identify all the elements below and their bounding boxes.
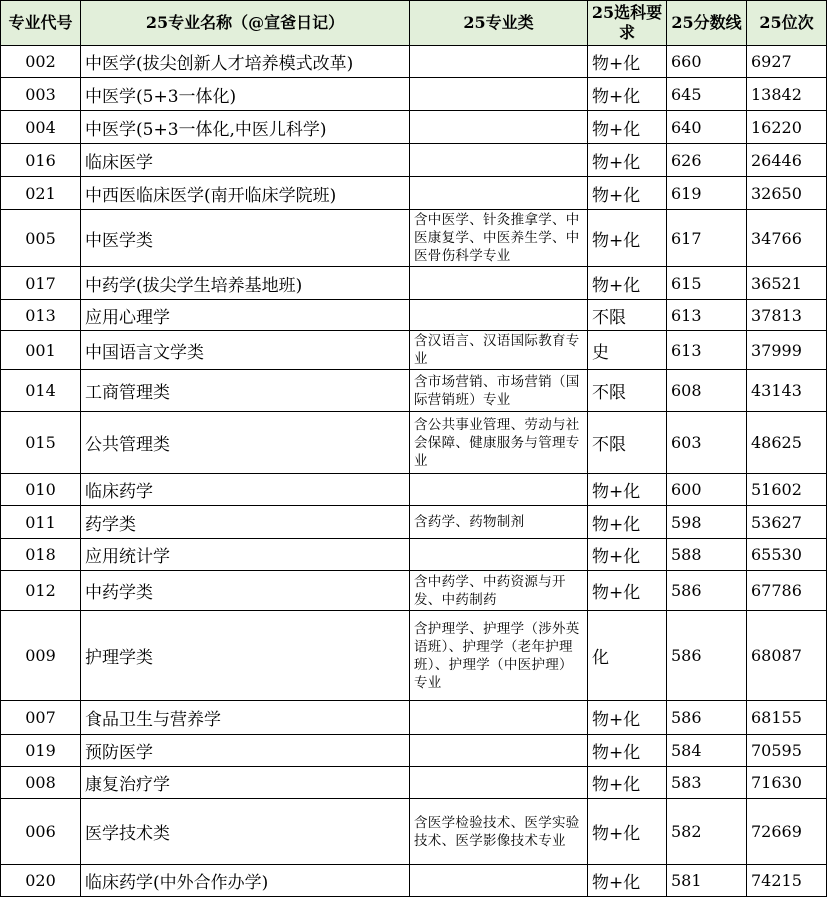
cell-name: 护理学类: [81, 611, 410, 701]
cell-name: 中西医临床医学(南开临床学院班): [81, 177, 410, 210]
cell-name: 中国语言文学类: [81, 331, 410, 370]
cell-score: 608: [667, 370, 747, 412]
cell-category: [410, 177, 588, 210]
cell-requirement: 物+化: [588, 177, 667, 210]
cell-requirement: 物+化: [588, 267, 667, 300]
cell-name: 中医学(5+3一体化,中医儿科学): [81, 111, 410, 144]
cell-category: 含市场营销、市场营销（国际营销班）专业: [410, 370, 588, 412]
cell-category: [410, 474, 588, 506]
header-score: 25分数线: [667, 1, 747, 46]
cell-rank: 74215: [747, 865, 827, 897]
cell-requirement: 物+化: [588, 865, 667, 897]
cell-score: 626: [667, 144, 747, 177]
cell-requirement: 物+化: [588, 735, 667, 767]
cell-rank: 13842: [747, 78, 827, 111]
table-row: [1, 506, 827, 539]
cell-rank: 51602: [747, 474, 827, 506]
cell-rank: 37999: [747, 331, 827, 370]
cell-score: 582: [667, 799, 747, 865]
cell-name: 预防医学: [81, 735, 410, 767]
cell-name: 中医学(拔尖创新人才培养模式改革): [81, 46, 410, 78]
table-row: [1, 571, 827, 611]
cell-score: 586: [667, 701, 747, 735]
cell-code: 005: [1, 210, 81, 267]
cell-rank: 68087: [747, 611, 827, 701]
header-category: 25专业类: [410, 1, 588, 46]
cell-category: [410, 111, 588, 144]
cell-category: 含公共事业管理、劳动与社会保障、健康服务与管理专业: [410, 412, 588, 474]
cell-requirement: 物+化: [588, 701, 667, 735]
cell-requirement: 物+化: [588, 111, 667, 144]
cell-name: 应用统计学: [81, 539, 410, 571]
cell-code: 003: [1, 78, 81, 111]
cell-code: 020: [1, 865, 81, 897]
cell-requirement: 物+化: [588, 46, 667, 78]
cell-name: 药学类: [81, 506, 410, 539]
cell-category: 含汉语言、汉语国际教育专业: [410, 331, 588, 370]
cell-name: 应用心理学: [81, 300, 410, 331]
cell-score: 586: [667, 571, 747, 611]
cell-rank: 72669: [747, 799, 827, 865]
cell-requirement: 物+化: [588, 799, 667, 865]
cell-score: 617: [667, 210, 747, 267]
cell-category: [410, 865, 588, 897]
cell-score: 584: [667, 735, 747, 767]
cell-code: 010: [1, 474, 81, 506]
cell-score: 645: [667, 78, 747, 111]
cell-score: 619: [667, 177, 747, 210]
cell-category: [410, 767, 588, 799]
table-row: [1, 865, 827, 897]
table-row: [1, 300, 827, 331]
cell-code: 012: [1, 571, 81, 611]
table-row: [1, 799, 827, 865]
cell-score: 603: [667, 412, 747, 474]
cell-category: 含医学检验技术、医学实验技术、医学影像技术专业: [410, 799, 588, 865]
cell-category: [410, 701, 588, 735]
cell-requirement: 物+化: [588, 144, 667, 177]
cell-requirement: 史: [588, 331, 667, 370]
table-row: [1, 767, 827, 799]
cell-rank: 37813: [747, 300, 827, 331]
cell-code: 018: [1, 539, 81, 571]
cell-rank: 48625: [747, 412, 827, 474]
cell-requirement: 物+化: [588, 506, 667, 539]
cell-name: 中医学类: [81, 210, 410, 267]
cell-requirement: 物+化: [588, 767, 667, 799]
cell-code: 014: [1, 370, 81, 412]
cell-code: 001: [1, 331, 81, 370]
cell-score: 600: [667, 474, 747, 506]
cell-rank: 43143: [747, 370, 827, 412]
cell-code: 015: [1, 412, 81, 474]
cell-code: 016: [1, 144, 81, 177]
header-requirement: 25选科要求: [588, 1, 667, 46]
cell-code: 002: [1, 46, 81, 78]
cell-score: 660: [667, 46, 747, 78]
table-row: [1, 210, 827, 267]
table-row: [1, 412, 827, 474]
cell-score: 640: [667, 111, 747, 144]
cell-requirement: 不限: [588, 370, 667, 412]
cell-category: 含护理学、护理学（涉外英语班）、护理学（老年护理班）、护理学（中医护理）专业: [410, 611, 588, 701]
table-row: [1, 46, 827, 78]
cell-code: 011: [1, 506, 81, 539]
cell-rank: 68155: [747, 701, 827, 735]
table-row: [1, 78, 827, 111]
cell-name: 工商管理类: [81, 370, 410, 412]
table-row: [1, 111, 827, 144]
cell-rank: 71630: [747, 767, 827, 799]
cell-category: [410, 300, 588, 331]
cell-code: 021: [1, 177, 81, 210]
cell-score: 583: [667, 767, 747, 799]
table-row: [1, 177, 827, 210]
cell-requirement: 物+化: [588, 539, 667, 571]
cell-score: 586: [667, 611, 747, 701]
cell-rank: 70595: [747, 735, 827, 767]
cell-rank: 36521: [747, 267, 827, 300]
cell-category: [410, 735, 588, 767]
header-rank: 25位次: [747, 1, 827, 46]
cell-name: 临床医学: [81, 144, 410, 177]
cell-category: 含中医学、针灸推拿学、中医康复学、中医养生学、中医骨伤科学专业: [410, 210, 588, 267]
cell-score: 588: [667, 539, 747, 571]
cell-category: [410, 144, 588, 177]
table-row: [1, 331, 827, 370]
cell-requirement: 物+化: [588, 474, 667, 506]
cell-name: 公共管理类: [81, 412, 410, 474]
cell-code: 007: [1, 701, 81, 735]
cell-rank: 65530: [747, 539, 827, 571]
cell-name: 临床药学(中外合作办学): [81, 865, 410, 897]
cell-score: 581: [667, 865, 747, 897]
header-name: 25专业名称（@宣爸日记）: [81, 1, 410, 46]
cell-rank: 26446: [747, 144, 827, 177]
cell-rank: 32650: [747, 177, 827, 210]
cell-code: 009: [1, 611, 81, 701]
cell-category: [410, 539, 588, 571]
cell-rank: 16220: [747, 111, 827, 144]
cell-category: [410, 78, 588, 111]
cell-code: 013: [1, 300, 81, 331]
cell-rank: 67786: [747, 571, 827, 611]
header-row: [1, 1, 827, 46]
table-row: [1, 370, 827, 412]
cell-name: 中药学类: [81, 571, 410, 611]
cell-score: 613: [667, 300, 747, 331]
cell-rank: 34766: [747, 210, 827, 267]
header-code: 专业代号: [1, 1, 81, 46]
cell-code: 017: [1, 267, 81, 300]
cell-score: 613: [667, 331, 747, 370]
table-row: [1, 474, 827, 506]
table-row: [1, 144, 827, 177]
table-header: [1, 1, 827, 46]
cell-requirement: 物+化: [588, 78, 667, 111]
cell-code: 019: [1, 735, 81, 767]
table-row: [1, 701, 827, 735]
cell-category: [410, 267, 588, 300]
table-row: [1, 611, 827, 701]
cell-requirement: 物+化: [588, 571, 667, 611]
cell-category: 含药学、药物制剂: [410, 506, 588, 539]
cell-code: 006: [1, 799, 81, 865]
cell-requirement: 化: [588, 611, 667, 701]
cell-name: 康复治疗学: [81, 767, 410, 799]
cell-category: 含中药学、中药资源与开发、中药制药: [410, 571, 588, 611]
cell-code: 008: [1, 767, 81, 799]
cell-requirement: 不限: [588, 412, 667, 474]
table-row: [1, 735, 827, 767]
table-body: [1, 46, 827, 897]
cell-score: 598: [667, 506, 747, 539]
cell-name: 医学技术类: [81, 799, 410, 865]
cell-score: 615: [667, 267, 747, 300]
cell-name: 食品卫生与营养学: [81, 701, 410, 735]
cell-requirement: 物+化: [588, 210, 667, 267]
cell-name: 临床药学: [81, 474, 410, 506]
cell-category: [410, 46, 588, 78]
cell-name: 中药学(拔尖学生培养基地班): [81, 267, 410, 300]
cell-rank: 6927: [747, 46, 827, 78]
cell-name: 中医学(5+3一体化): [81, 78, 410, 111]
table-row: [1, 539, 827, 571]
cell-requirement: 不限: [588, 300, 667, 331]
cell-code: 004: [1, 111, 81, 144]
cell-rank: 53627: [747, 506, 827, 539]
table-row: [1, 267, 827, 300]
